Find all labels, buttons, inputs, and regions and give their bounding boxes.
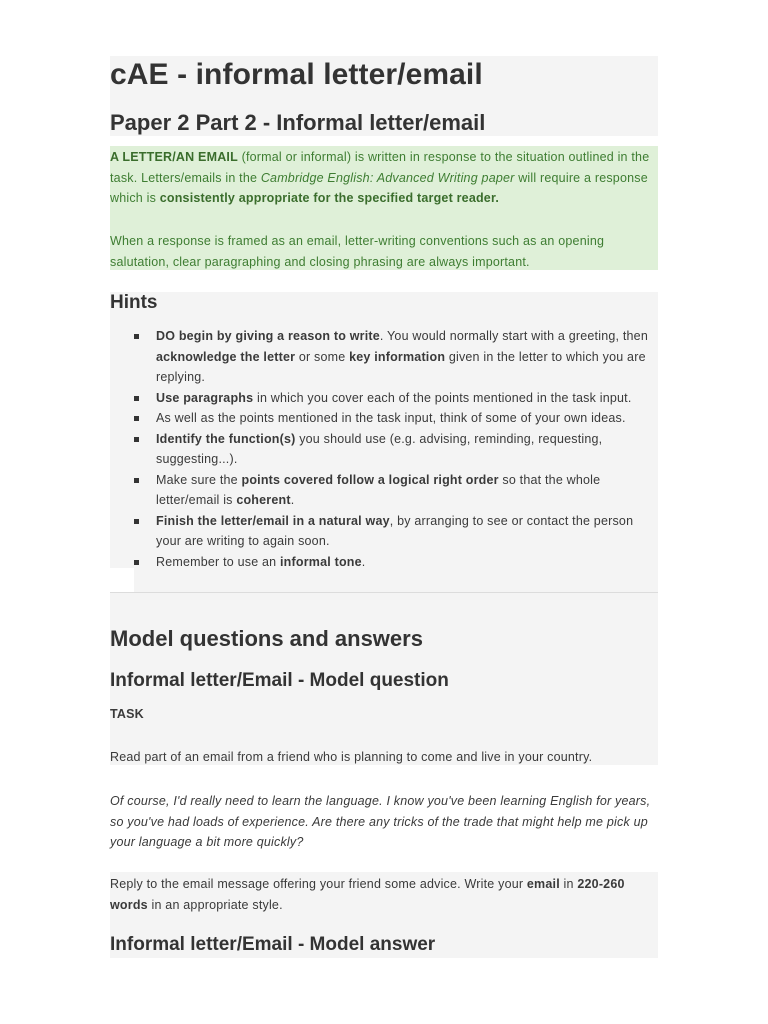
- hint-bold: Use paragraphs: [156, 390, 254, 405]
- reply-text: in: [559, 877, 578, 891]
- reply-text: in an appropriate style.: [147, 897, 283, 912]
- hint-text: , by arranging to see or contact the person your are writing to again soon.: [156, 513, 634, 548]
- intro-lead: A LETTER/AN EMAIL: [110, 150, 238, 164]
- hint-text: you should use (e.g. advising, reminding, requesting, suggesting...).: [156, 431, 603, 466]
- hint-bold: key information: [349, 349, 446, 364]
- page-subtitle: Paper 2 Part 2 - Informal letter/email: [110, 110, 486, 135]
- section-divider: [110, 592, 658, 593]
- intro-emphasis: consistently appropriate for the specified target reader.: [159, 191, 500, 205]
- intro-paragraph-2: When a response is framed as an email, letter-writing conventions such as an opening salutation, clear paragraphing and closing phrasing are always important.: [110, 234, 605, 269]
- reply-text: Reply to the email message offering your friend some advice. Write your: [110, 877, 527, 891]
- hint-bold: coherent: [236, 493, 291, 507]
- reply-instruction: [110, 874, 658, 915]
- hints-list: [110, 326, 658, 572]
- hint-item: [110, 552, 658, 573]
- email-quote: Of course, I'd really need to learn the language. I know you've been learning English for years, so you've had loads of experience. Are there any tricks of the trade that might help me pick up your language a bit more quickly?: [110, 794, 651, 849]
- reply-bold: email: [526, 877, 560, 891]
- hint-text: or some: [295, 349, 350, 364]
- hint-text: so that the whole letter/email is: [156, 472, 601, 507]
- hint-item: [110, 470, 658, 511]
- page-title: cAE - informal letter/email: [110, 58, 483, 91]
- hint-item: [110, 429, 658, 470]
- model-heading: Model questions and answers: [110, 626, 423, 651]
- model-answer-heading: Informal letter/Email - Model answer: [110, 934, 436, 955]
- hint-item: [110, 326, 658, 388]
- hint-bold: DO begin by giving a reason to write: [156, 329, 380, 343]
- intro-paragraph-1: [110, 147, 658, 209]
- hint-text: . You would normally start with a greeting, then: [379, 329, 648, 343]
- hint-text: .: [290, 493, 295, 507]
- hint-bold: informal tone: [280, 554, 362, 569]
- hint-bold: acknowledge the letter: [156, 349, 296, 364]
- task-label: TASK: [110, 707, 144, 721]
- hint-text: in which you cover each of the points mentioned in the task input.: [253, 390, 632, 405]
- hint-bold: Identify the function(s): [156, 431, 296, 446]
- hint-text: .: [361, 554, 366, 569]
- hint-bold: points covered follow a logical right order: [241, 472, 499, 487]
- intro-text-a: (formal or informal) is written in response to the situation outlined in the task. Letters/emails in the: [110, 150, 650, 185]
- hint-bold: Finish the letter/email in a natural way: [156, 513, 390, 528]
- task-text: Read part of an email from a friend who is planning to come and live in your country.: [110, 750, 593, 764]
- hint-text: Make sure the: [156, 472, 242, 487]
- hint-item: [110, 408, 658, 429]
- hint-text: given in the letter to which you are replying.: [156, 349, 646, 384]
- model-question-heading: Informal letter/Email - Model question: [110, 670, 449, 691]
- intro-paper-name: Cambridge English: Advanced Writing paper: [260, 170, 515, 185]
- reply-word-count: 220-260 words: [110, 877, 625, 912]
- hint-item: [110, 388, 658, 409]
- hint-item: [110, 511, 658, 552]
- hints-heading: Hints: [110, 292, 158, 313]
- hint-text: As well as the points mentioned in the task input, think of some of your own ideas.: [156, 411, 626, 425]
- intro-text-b: will require a response which is: [110, 170, 648, 205]
- hint-text: Remember to use an: [156, 554, 280, 569]
